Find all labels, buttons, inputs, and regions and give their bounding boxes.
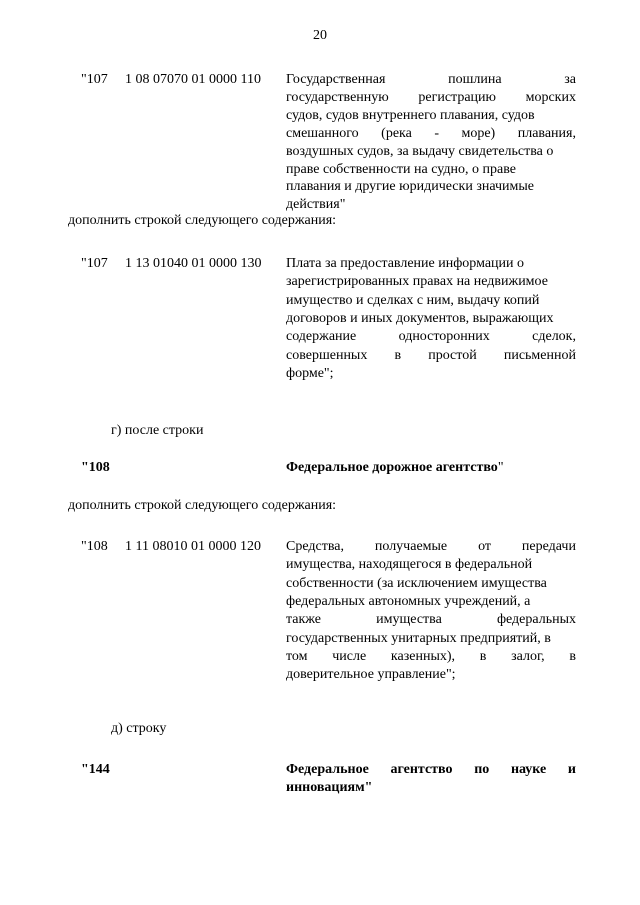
text-line	[286, 347, 576, 364]
word: в	[394, 347, 402, 363]
word: простой	[428, 347, 477, 363]
word: получаемые	[374, 539, 448, 554]
word: имущества, находящегося в федеральной	[286, 557, 533, 573]
word: море)	[461, 125, 496, 141]
row-kbk: 1 08 07070 01 0000 110	[125, 72, 261, 87]
add-instruction: дополнить строкой следующего содержания:	[68, 213, 337, 228]
text-line	[286, 89, 576, 106]
word: науке	[510, 762, 547, 777]
word: по	[474, 762, 490, 777]
word: сделок,	[532, 329, 576, 345]
word: передачи	[521, 539, 576, 554]
word: (река	[381, 125, 412, 141]
text-line	[286, 328, 576, 345]
text-line	[286, 143, 553, 160]
word: собственности (за исключением имущества	[286, 575, 547, 591]
word: зарегистрированных правах на недвижимое	[286, 274, 548, 290]
word: -	[434, 125, 439, 141]
word: числе	[332, 648, 367, 664]
word: регистрацию	[418, 89, 496, 105]
text-line	[286, 196, 345, 213]
word: действия"	[286, 197, 346, 213]
word: Федеральное	[286, 762, 369, 777]
word: и	[567, 762, 576, 777]
row-code: "144	[81, 762, 110, 777]
item-d: д) строку	[111, 721, 167, 736]
word: казенных),	[390, 648, 456, 664]
word: доверительное управление";	[286, 667, 456, 683]
text-line	[286, 648, 576, 665]
text-line	[286, 593, 530, 610]
closing-quote: "	[497, 460, 504, 475]
word: инновациям"	[286, 780, 373, 795]
text-line	[286, 538, 576, 555]
word: договоров и иных документов, выражающих	[286, 310, 554, 326]
text-line	[286, 273, 548, 290]
word: также	[286, 612, 322, 628]
text-line	[286, 779, 372, 796]
text-line	[286, 365, 334, 382]
text-line	[286, 575, 547, 592]
text-line	[286, 125, 576, 142]
word: воздушных судов, за выдачу свидетельства о	[286, 143, 554, 159]
word: в	[479, 648, 487, 664]
word: агентство	[390, 762, 453, 777]
text-line	[286, 666, 456, 683]
row-code: "108	[81, 460, 110, 475]
word: Плата за предоставление информации о	[286, 256, 525, 271]
word: судов, судов внутреннего плавания, судов	[286, 107, 535, 123]
text-line	[286, 310, 554, 327]
word: праве собственности на судно, о праве	[286, 161, 516, 177]
text-line	[286, 71, 576, 88]
word: смешанного	[286, 125, 359, 141]
agency-name-line	[286, 459, 504, 476]
word: плавания и другие юридически значимые	[286, 179, 535, 195]
row-code: "108	[81, 539, 108, 554]
row-kbk: 1 13 01040 01 0000 130	[125, 256, 262, 271]
word: от	[478, 539, 491, 554]
word: федеральных автономных учреждений, а	[286, 593, 531, 609]
page-number: 20	[313, 28, 327, 43]
word: залог,	[511, 648, 545, 664]
add-instruction: дополнить строкой следующего содержания:	[68, 498, 337, 513]
text-line	[286, 611, 576, 628]
text-line	[286, 761, 576, 778]
word: государственных унитарных предприятий, в	[286, 630, 551, 646]
text-line	[286, 292, 539, 309]
row-code: "107	[81, 72, 108, 87]
word: имущество и сделках с ним, выдачу копий	[286, 292, 540, 308]
word: содержание	[286, 329, 357, 345]
text-line	[286, 178, 534, 195]
text-line	[286, 630, 551, 647]
word: за	[564, 72, 576, 87]
word: федеральных	[496, 612, 576, 628]
word: имущества	[376, 612, 442, 628]
row-kbk: 1 11 08010 01 0000 120	[125, 539, 261, 554]
text-line	[286, 556, 532, 573]
word: письменной	[503, 347, 576, 363]
word: в	[569, 648, 576, 664]
word: том	[286, 648, 308, 664]
word: государственную	[286, 89, 389, 105]
text-line	[286, 161, 516, 178]
row-code: "107	[81, 256, 108, 271]
word: пошлина	[448, 72, 502, 87]
text-line	[286, 107, 535, 124]
word: Государственная	[286, 72, 386, 87]
word: морских	[525, 89, 576, 105]
word: плавания,	[517, 125, 576, 141]
word: форме";	[286, 365, 334, 381]
agency-name: Федеральное дорожное агентство	[286, 460, 498, 475]
item-g: г) после строки	[111, 423, 204, 438]
text-line	[286, 255, 524, 272]
word: Средства,	[286, 539, 344, 554]
word: односторонних	[398, 329, 490, 345]
word: совершенных	[286, 347, 368, 363]
